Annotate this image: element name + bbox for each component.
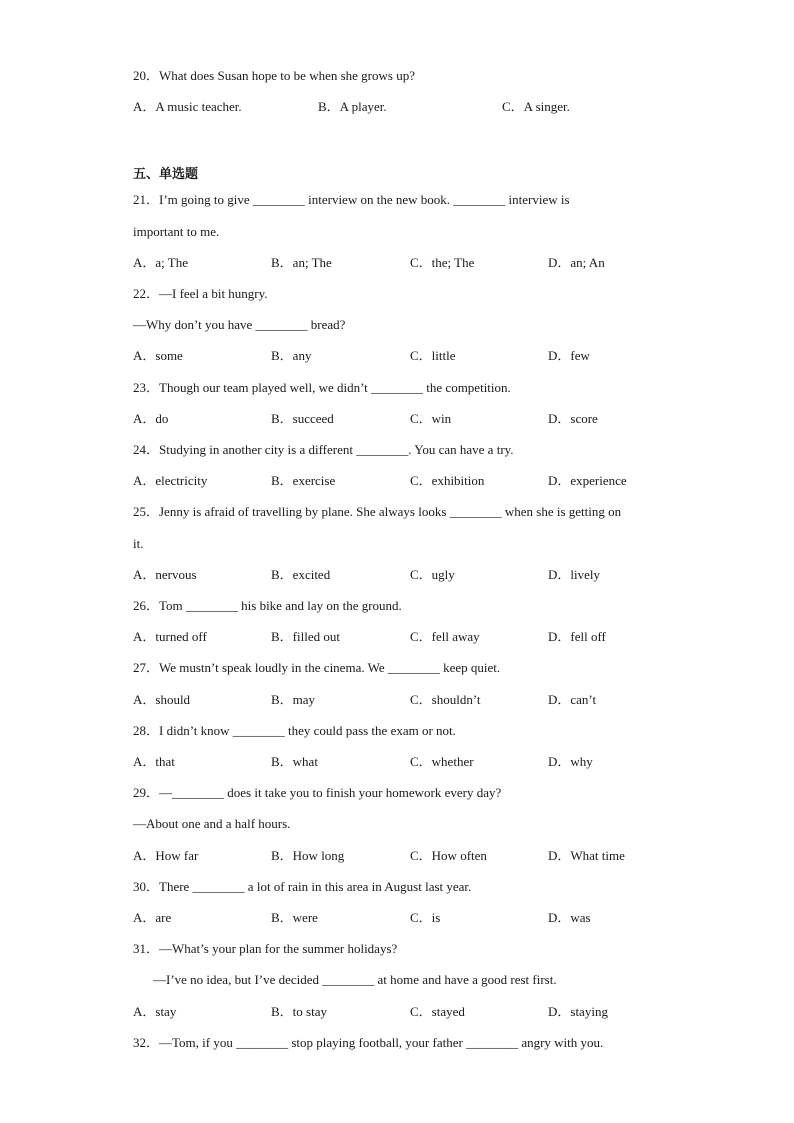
q22-option-c[interactable]: C．little [410, 348, 456, 363]
q22-option-a[interactable]: A．some [133, 348, 183, 363]
q23-stem: 23．Though our team played well, we didn’t ________ the competition. [133, 380, 511, 395]
q31-option-a[interactable]: A．stay [133, 1004, 177, 1019]
q31-option-c[interactable]: C．stayed [410, 1004, 465, 1019]
q31-option-b[interactable]: B．to stay [271, 1004, 327, 1019]
q23-option-d[interactable]: D．score [548, 411, 598, 426]
q23-option-b[interactable]: B．succeed [271, 411, 334, 426]
q20-stem: 20．What does Susan hope to be when she grows up? [133, 68, 415, 83]
q23-option-c[interactable]: C．win [410, 411, 452, 426]
q25-stem-line1: 25．Jenny is afraid of travelling by plane. She always looks ________ when she is getting on [133, 504, 622, 519]
q32-stem: 32．—Tom, if you ________ stop playing football, your father ________ angry with you. [133, 1035, 604, 1050]
q25-option-a[interactable]: A．nervous [133, 567, 197, 582]
q26-option-b[interactable]: B．filled out [271, 629, 340, 644]
q29-stem-line2: —About one and a half hours. [133, 816, 291, 831]
q21-option-d[interactable]: D．an; An [548, 255, 605, 270]
q24-option-c[interactable]: C．exhibition [410, 473, 485, 488]
q28-option-b[interactable]: B．what [271, 754, 318, 769]
q27-option-a[interactable]: A．should [133, 692, 191, 707]
q22-stem-line1: 22．—I feel a bit hungry. [133, 286, 268, 301]
q24-option-b[interactable]: B．exercise [271, 473, 336, 488]
q24-option-a[interactable]: A．electricity [133, 473, 208, 488]
q28-option-a[interactable]: A．that [133, 754, 175, 769]
q26-stem: 26．Tom ________ his bike and lay on the ground. [133, 598, 402, 613]
q25-option-c[interactable]: C．ugly [410, 567, 455, 582]
q27-option-c[interactable]: C．shouldn’t [410, 692, 481, 707]
q20-option-a[interactable]: A．A music teacher. [133, 99, 242, 114]
q24-stem: 24．Studying in another city is a different ________. You can have a try. [133, 442, 514, 457]
q25-option-d[interactable]: D．lively [548, 567, 600, 582]
q25-option-b[interactable]: B．excited [271, 567, 331, 582]
q21-option-c[interactable]: C．the; The [410, 255, 475, 270]
q30-option-a[interactable]: A．are [133, 910, 172, 925]
q29-option-a[interactable]: A．How far [133, 848, 199, 863]
q21-stem-line1: 21．I’m going to give ________ interview on the new book. ________ interview is [133, 192, 570, 207]
q29-option-b[interactable]: B．How long [271, 848, 345, 863]
q31-stem-line1: 31．—What’s your plan for the summer holidays? [133, 941, 398, 956]
q28-option-d[interactable]: D．why [548, 754, 593, 769]
q28-option-c[interactable]: C．whether [410, 754, 474, 769]
q20-option-b[interactable]: B．A player. [318, 99, 387, 114]
q29-option-d[interactable]: D．What time [548, 848, 625, 863]
q27-option-b[interactable]: B．may [271, 692, 316, 707]
q30-option-c[interactable]: C．is [410, 910, 441, 925]
q21-stem-line2: important to me. [133, 224, 220, 239]
q29-option-c[interactable]: C．How often [410, 848, 487, 863]
q27-option-d[interactable]: D．can’t [548, 692, 597, 707]
q30-stem: 30．There ________ a lot of rain in this area in August last year. [133, 879, 472, 894]
q29-stem-line1: 29．—________ does it take you to finish your homework every day? [133, 785, 502, 800]
q20-option-c[interactable]: C．A singer. [502, 99, 570, 114]
q25-stem-line2: it. [133, 536, 144, 551]
q22-stem-line2: —Why don’t you have ________ bread? [133, 317, 346, 332]
q21-option-b[interactable]: B．an; The [271, 255, 332, 270]
q31-option-d[interactable]: D．staying [548, 1004, 608, 1019]
q28-stem: 28．I didn’t know ________ they could pass the exam or not. [133, 723, 456, 738]
q26-option-a[interactable]: A．turned off [133, 629, 207, 644]
q24-option-d[interactable]: D．experience [548, 473, 627, 488]
section-title: 五、单选题 [133, 167, 199, 182]
q26-option-c[interactable]: C．fell away [410, 629, 480, 644]
q26-option-d[interactable]: D．fell off [548, 629, 606, 644]
q22-option-b[interactable]: B．any [271, 348, 312, 363]
q30-option-d[interactable]: D．was [548, 910, 591, 925]
q31-stem-line2: —I’ve no idea, but I’ve decided ________ at home and have a good rest first. [153, 972, 557, 987]
q23-option-a[interactable]: A．do [133, 411, 169, 426]
q22-option-d[interactable]: D．few [548, 348, 590, 363]
q27-stem: 27．We mustn’t speak loudly in the cinema. We ________ keep quiet. [133, 660, 501, 675]
q30-option-b[interactable]: B．were [271, 910, 318, 925]
q21-option-a[interactable]: A．a; The [133, 255, 188, 270]
